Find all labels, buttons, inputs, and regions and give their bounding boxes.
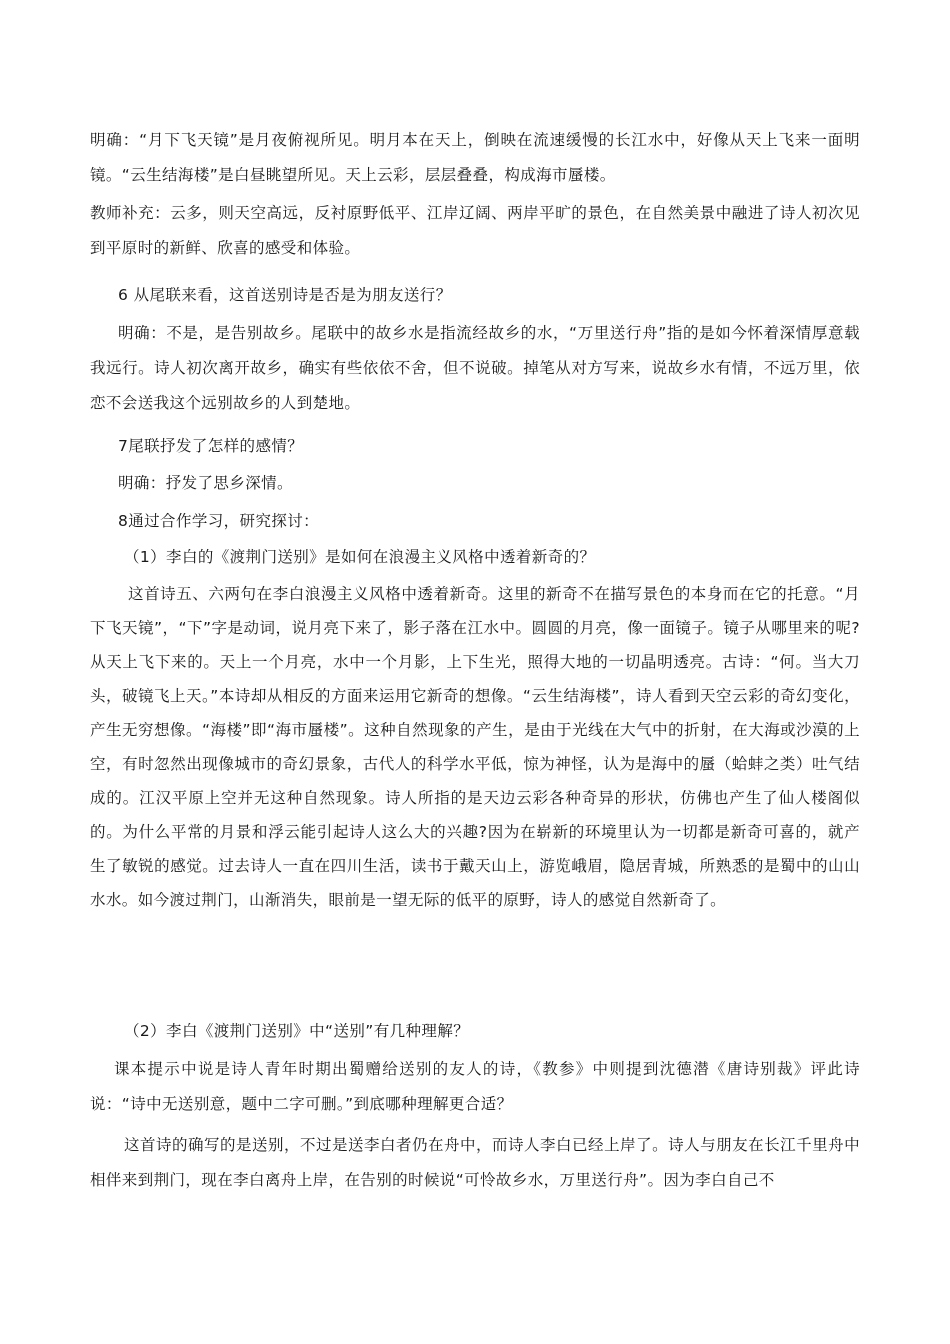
paragraph-mingque-2: 明确：不是，是告别故乡。尾联中的故乡水是指流经故乡的水，“万里送行舟”指的是如今怀着深情厚意载我远行。诗人初次离开故乡，确实有些依依不舍，但不说破。掉笔从对方写来，说故乡水有情，不远万里，依恋不会送我这个远别故乡的人到楚地。 [90, 324, 860, 412]
question-7: 7尾联抒发了怎样的感情？ [118, 437, 304, 455]
question-8: 8通过合作学习，研究探讨： [118, 512, 320, 530]
paragraph-mingque-3: 明确：抒发了思乡深情。 [118, 474, 293, 492]
answer-8-2: 这首诗的确写的是送别，不过是送李白者仍在舟中，而诗人李白已经上岸了。诗人与朋友在长江千里舟中相伴来到荆门，现在李白离舟上岸，在告别的时候说“可怜故乡水，万里送行舟”。因为李白自己不 [90, 1136, 860, 1189]
question-8-1: （1）李白的《渡荆门送别》是如何在浪漫主义风格中透着新奇的？ [124, 548, 596, 566]
paragraph-mingque-1: 明确：“月下飞天镜”是月夜俯视所见。明月本在天上，倒映在流速缓慢的长江水中，好像从天上飞来一面明镜。“云生结海楼”是白昼眺望所见。天上云彩，层层叠叠，构成海市蜃楼。 [90, 131, 860, 184]
question-6: 6 从尾联来看，这首送别诗是否是为朋友送行？ [118, 286, 452, 304]
answer-8-1: 这首诗五、六两句在李白浪漫主义风格中透着新奇。这里的新奇不在描写景色的本身而在它的托意。“月下飞天镜”，“下”字是动词，说月亮下来了，影子落在江水中。圆圆的月亮，像一面镜子。镜子从哪里来的呢?从天上飞下来的。天上一个月亮，水中一个月影，上下生光，照得大地的一切晶明透亮。古诗：“何。当大刀头，破镜飞上天。”本诗却从相反的方面来运用它新奇的想像。“云生结海楼”，诗人看到天空云彩的奇幻变化，产生无穷想像。“海楼”即“海市蜃楼”。这种自然现象的产生，是由于光线在大气中的折射，在大海或沙漠的上空，有时忽然出现像城市的奇幻景象，古代人的科学水平低，惊为神怪，认为是海中的蜃（蛤蚌之类）吐气结成的。江汉平原上空并无这种自然现象。诗人所指的是天边云彩各种奇异的形状，仿佛也产生了仙人楼阁似的。为什么平常的月景和浮云能引起诗人这么大的兴趣?因为在崭新的环境里认为一切都是新奇可喜的，就产生了敏锐的感觉。过去诗人一直在四川生活，读书于戴天山上，游览峨眉，隐居青城，所熟悉的是蜀中的山山水水。如今渡过荆门，山渐消失，眼前是一望无际的低平的原野，诗人的感觉自然新奇了。 [90, 585, 860, 909]
paragraph-teacher-supplement: 教师补充：云多，则天空高远，反衬原野低平、江岸辽阔、两岸平旷的景色，在自然美景中融进了诗人初次见到平原时的新鲜、欣喜的感受和体验。 [90, 204, 860, 257]
paragraph-textbook-note: 课本提示中说是诗人青年时期出蜀赠给送别的友人的诗，《教参》中则提到沈德潜《唐诗别裁》评此诗说：“诗中无送别意，题中二字可删。”到底哪种理解更合适？ [90, 1060, 860, 1113]
question-8-2: （2）李白《渡荆门送别》中“送别”有几种理解？ [124, 1022, 470, 1040]
